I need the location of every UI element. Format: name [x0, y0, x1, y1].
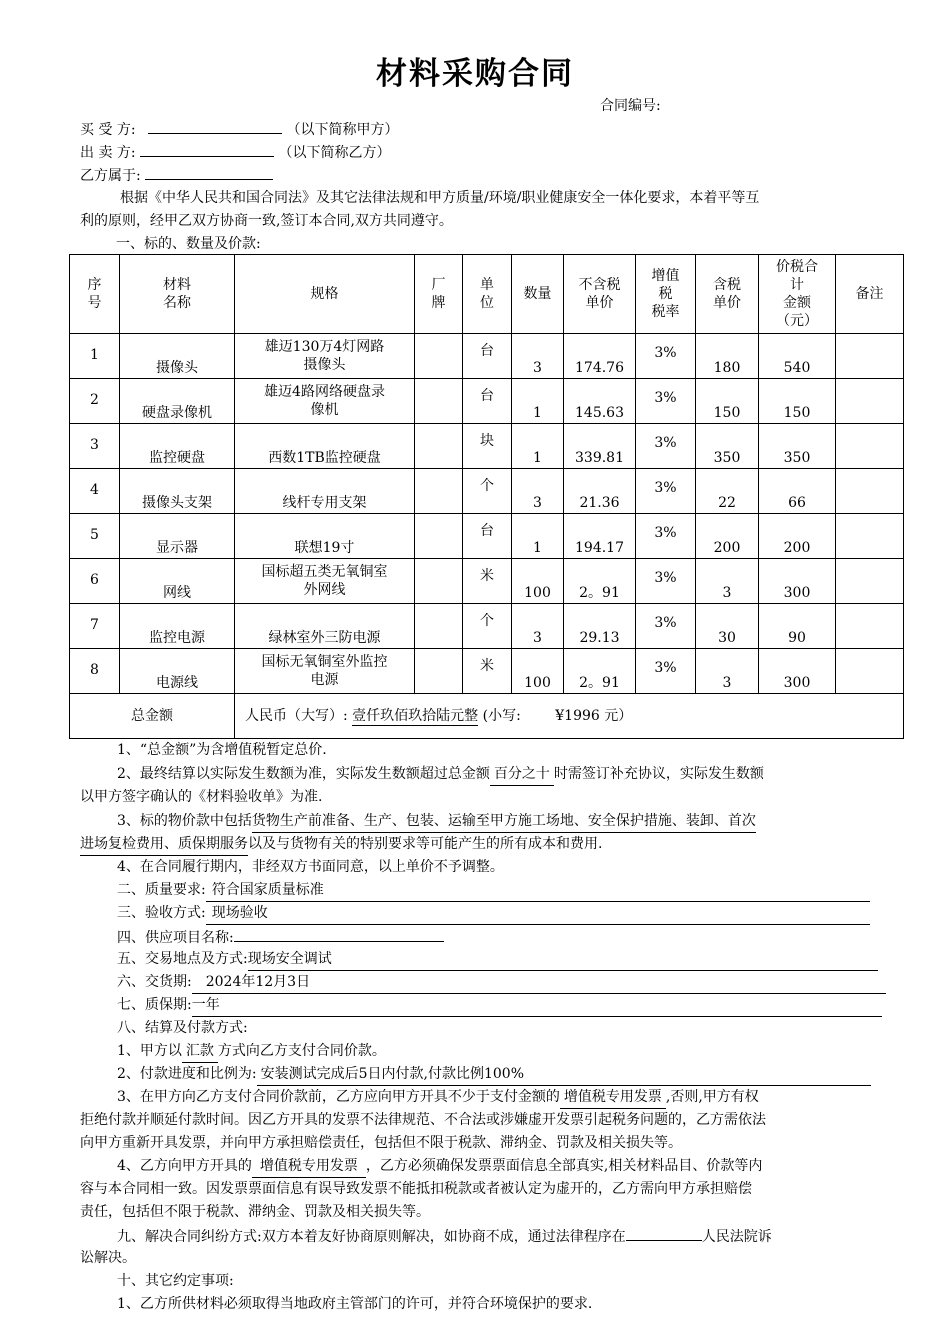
buyer-line: [80, 117, 399, 141]
cell-remark: [836, 604, 904, 649]
cell-spec: 联想19寸: [235, 514, 415, 559]
cell-remark: [836, 649, 904, 694]
cell-name: 网线: [120, 559, 235, 604]
cell-vat: 3%: [636, 469, 696, 514]
cell-vat: 3%: [636, 604, 696, 649]
cell-brand: [415, 649, 463, 694]
cell-price-inc: 200: [696, 514, 759, 559]
cell-price-ex: 174.76: [564, 334, 636, 379]
cell-remark: [836, 514, 904, 559]
quality-requirement: 二、质量要求: 符合国家质量标准: [117, 879, 870, 902]
cell-remark: [836, 334, 904, 379]
intro-line-1: 根据《中华人民共和国合同法》及其它法律法规和甲方质量/环境/职业健康安全一体化要求，本着平等互: [120, 190, 760, 206]
cell-unit: 台: [463, 379, 512, 424]
payment-3-cont-2: 向甲方重新开具发票，并向甲方承担赔偿责任，包括但不限于税款、滞纳金、罚款及相关损失等。: [80, 1135, 682, 1151]
cell-no: 6: [70, 559, 120, 604]
cell-spec: 绿林室外三防电源: [235, 604, 415, 649]
cell-price-inc: 3: [696, 559, 759, 604]
table-row: [70, 379, 904, 424]
cell-price-ex: 2。91: [564, 649, 636, 694]
table-row: [70, 469, 904, 514]
cell-no: 7: [70, 604, 120, 649]
cell-qty: 1: [512, 514, 564, 559]
seller-label: 出 卖 方:: [80, 145, 136, 161]
cell-vat: 3%: [636, 649, 696, 694]
cell-unit: 台: [463, 334, 512, 379]
cell-no: 3: [70, 424, 120, 469]
cell-vat: 3%: [636, 334, 696, 379]
header-unit: 单 位: [463, 255, 512, 334]
cell-qty: 1: [512, 424, 564, 469]
cell-no: 4: [70, 469, 120, 514]
acceptance-method: 三、验收方式: 现场验收: [117, 902, 870, 925]
cell-remark: [836, 469, 904, 514]
cell-vat: 3%: [636, 559, 696, 604]
total-label: 总金额: [70, 694, 235, 739]
cell-price-ex: 2。91: [564, 559, 636, 604]
dispute-resolution: 九、解决合同纠纷方式:双方本着友好协商原则解决，如协商不成，通过法律程序在 人民法院诉: [117, 1224, 772, 1248]
cell-price-ex: 21.36: [564, 469, 636, 514]
table-row: [70, 649, 904, 694]
seller-belongs-label: 乙方属于:: [80, 168, 141, 184]
cell-unit: 块: [463, 424, 512, 469]
term-3-cont: 进场复检费用、质保期服务以及与货物有关的特别要求等可能产生的所有成本和费用.: [80, 833, 602, 856]
seller-line: [80, 140, 391, 164]
buyer-blank[interactable]: [148, 117, 282, 134]
cell-total: 350: [759, 424, 836, 469]
total-amount: [235, 694, 904, 739]
cell-unit: 个: [463, 469, 512, 514]
cell-total: 66: [759, 469, 836, 514]
seller-belongs-line: [80, 163, 273, 187]
trade-place: 五、交易地点及方式:现场安全调试: [117, 948, 878, 971]
header-spec: 规格: [235, 255, 415, 334]
cell-remark: [836, 559, 904, 604]
contract-title: 材料采购合同: [376, 56, 574, 92]
table-row: [70, 514, 904, 559]
cell-no: 2: [70, 379, 120, 424]
cell-name: 电源线: [120, 649, 235, 694]
cell-qty: 3: [512, 604, 564, 649]
cell-name: 摄像头: [120, 334, 235, 379]
cell-spec: 国标无氧铜室外监控 电源: [235, 649, 415, 694]
cell-name: 监控电源: [120, 604, 235, 649]
header-vat: 增值 税 税率: [636, 255, 696, 334]
header-brand: 厂 牌: [415, 255, 463, 334]
cell-total: 200: [759, 514, 836, 559]
cell-brand: [415, 379, 463, 424]
cell-name: 摄像头支架: [120, 469, 235, 514]
seller-blank[interactable]: [140, 140, 274, 157]
header-remark: 备注: [836, 255, 904, 334]
cell-brand: [415, 604, 463, 649]
cell-brand: [415, 334, 463, 379]
other-term-1: 1、乙方所供材料必须取得当地政府主管部门的许可，并符合环境保护的要求.: [117, 1296, 593, 1312]
cell-total: 540: [759, 334, 836, 379]
intro-line-2: 利的原则，经甲乙双方协商一致,签订本合同,双方共同遵守。: [80, 213, 453, 229]
cell-qty: 100: [512, 649, 564, 694]
supply-project-name: 四、供应项目名称:: [117, 925, 444, 949]
header-price-ex: 不含税 单价: [564, 255, 636, 334]
cell-price-ex: 145.63: [564, 379, 636, 424]
term-1: 1、“总金额”为含增值税暂定总价.: [117, 742, 327, 758]
header-qty: 数量: [512, 255, 564, 334]
other-terms-heading: 十、其它约定事项:: [117, 1273, 234, 1289]
cell-price-inc: 30: [696, 604, 759, 649]
settlement-heading: 八、结算及付款方式:: [117, 1020, 248, 1036]
payment-3-cont-1: 拒绝付款并顺延付款时间。因乙方开具的发票不法律规范、不合法或涉嫌虚开发票引起税务问题的，乙方需依法: [80, 1112, 766, 1128]
cell-qty: 100: [512, 559, 564, 604]
cell-remark: [836, 379, 904, 424]
cell-price-ex: 339.81: [564, 424, 636, 469]
payment-4-cont-1: 容与本合同相一致。因发票票面信息有误导致发票不能抵扣税款或者被认定为虚开的，乙方需向甲方承担赔偿: [80, 1181, 752, 1197]
term-3: 3、标的物价款中包括货物生产前准备、生产、包装、运输至甲方施工场地、安全保护措施、装卸、首次: [117, 810, 756, 833]
cell-total: 300: [759, 649, 836, 694]
payment-4-cont-2: 责任，包括但不限于税款、滞纳金、罚款及相关损失等。: [80, 1204, 430, 1220]
cell-spec: 线杆专用支架: [235, 469, 415, 514]
table-row: [70, 559, 904, 604]
cell-price-inc: 350: [696, 424, 759, 469]
total-rmb-words: 壹仟玖佰玖拾陆元整: [352, 707, 479, 724]
cell-brand: [415, 469, 463, 514]
table-row: [70, 604, 904, 649]
cell-brand: [415, 514, 463, 559]
cell-unit: 米: [463, 559, 512, 604]
cell-spec: 雄迈4路网络硬盘录 像机: [235, 379, 415, 424]
cell-vat: 3%: [636, 379, 696, 424]
cell-price-inc: 180: [696, 334, 759, 379]
payment-1: 1、甲方以 汇款 方式向乙方支付合同价款。: [117, 1040, 386, 1063]
cell-spec: 西数1TB监控硬盘: [235, 424, 415, 469]
cell-total: 90: [759, 604, 836, 649]
payment-4: 4、乙方向甲方开具的 增值税专用发票 ，乙方必须确保发票票面信息全部真实,相关材料品目、价款等内: [117, 1155, 762, 1178]
cell-no: 8: [70, 649, 120, 694]
table-row: [70, 334, 904, 379]
buyer-note: （以下简称甲方）: [286, 122, 399, 138]
payment-3: 3、在甲方向乙方支付合同价款前，乙方应向甲方开具不少于支付金额的 增值税专用发票 ,否则,甲方有权: [117, 1086, 759, 1109]
cell-unit: 台: [463, 514, 512, 559]
total-small-value: ¥1996 元）: [555, 707, 633, 724]
header-total: 价税合 计 金额 （元）: [759, 255, 836, 334]
header-name: 材料 名称: [120, 255, 235, 334]
cell-name: 显示器: [120, 514, 235, 559]
cell-brand: [415, 424, 463, 469]
cell-unit: 米: [463, 649, 512, 694]
seller-belongs-blank[interactable]: [145, 163, 273, 180]
cell-price-ex: 194.17: [564, 514, 636, 559]
cell-spec: 雄迈130万4灯网路 摄像头: [235, 334, 415, 379]
cell-vat: 3%: [636, 424, 696, 469]
payment-2: 2、付款进度和比例为: 安装测试完成后5日内付款,付款比例100%: [117, 1063, 871, 1086]
cell-qty: 3: [512, 469, 564, 514]
total-rmb-label: 人民币（大写）:: [245, 707, 348, 724]
term-4: 4、在合同履行期内，非经双方书面同意，以上单价不予调整。: [117, 859, 504, 875]
cell-total: 300: [759, 559, 836, 604]
contract-number-label: 合同编号:: [600, 98, 661, 114]
cell-spec: 国标超五类无氧铜室 外网线: [235, 559, 415, 604]
header-no: 序 号: [70, 255, 120, 334]
table-header-row: [70, 255, 904, 334]
cell-qty: 1: [512, 379, 564, 424]
cell-vat: 3%: [636, 514, 696, 559]
total-row: [70, 694, 904, 739]
term-2: 2、最终结算以实际发生数额为准，实际发生数额超过总金额 百分之十 时需签订补充协议，实际发生数额: [117, 763, 764, 786]
materials-table: [69, 254, 904, 739]
cell-price-inc: 3: [696, 649, 759, 694]
cell-total: 150: [759, 379, 836, 424]
warranty-period: 七、质保期:一年: [117, 994, 882, 1017]
total-small-label: (小写:: [482, 707, 521, 724]
cell-no: 5: [70, 514, 120, 559]
cell-price-ex: 29.13: [564, 604, 636, 649]
cell-qty: 3: [512, 334, 564, 379]
seller-note: （以下简称乙方）: [278, 145, 391, 161]
header-price-inc: 含税 单价: [696, 255, 759, 334]
cell-name: 监控硬盘: [120, 424, 235, 469]
cell-price-inc: 150: [696, 379, 759, 424]
cell-name: 硬盘录像机: [120, 379, 235, 424]
table-row: [70, 424, 904, 469]
cell-unit: 个: [463, 604, 512, 649]
cell-brand: [415, 559, 463, 604]
cell-no: 1: [70, 334, 120, 379]
term-2-cont: 以甲方签字确认的《材料验收单》为准.: [80, 789, 323, 805]
dispute-resolution-cont: 讼解决。: [80, 1250, 136, 1266]
delivery-date: 六、交货期: 2024年12月3日: [117, 971, 886, 994]
buyer-label: 买 受 方:: [80, 122, 136, 138]
section-1-heading: 一、标的、数量及价款:: [116, 236, 261, 252]
cell-price-inc: 22: [696, 469, 759, 514]
cell-remark: [836, 424, 904, 469]
